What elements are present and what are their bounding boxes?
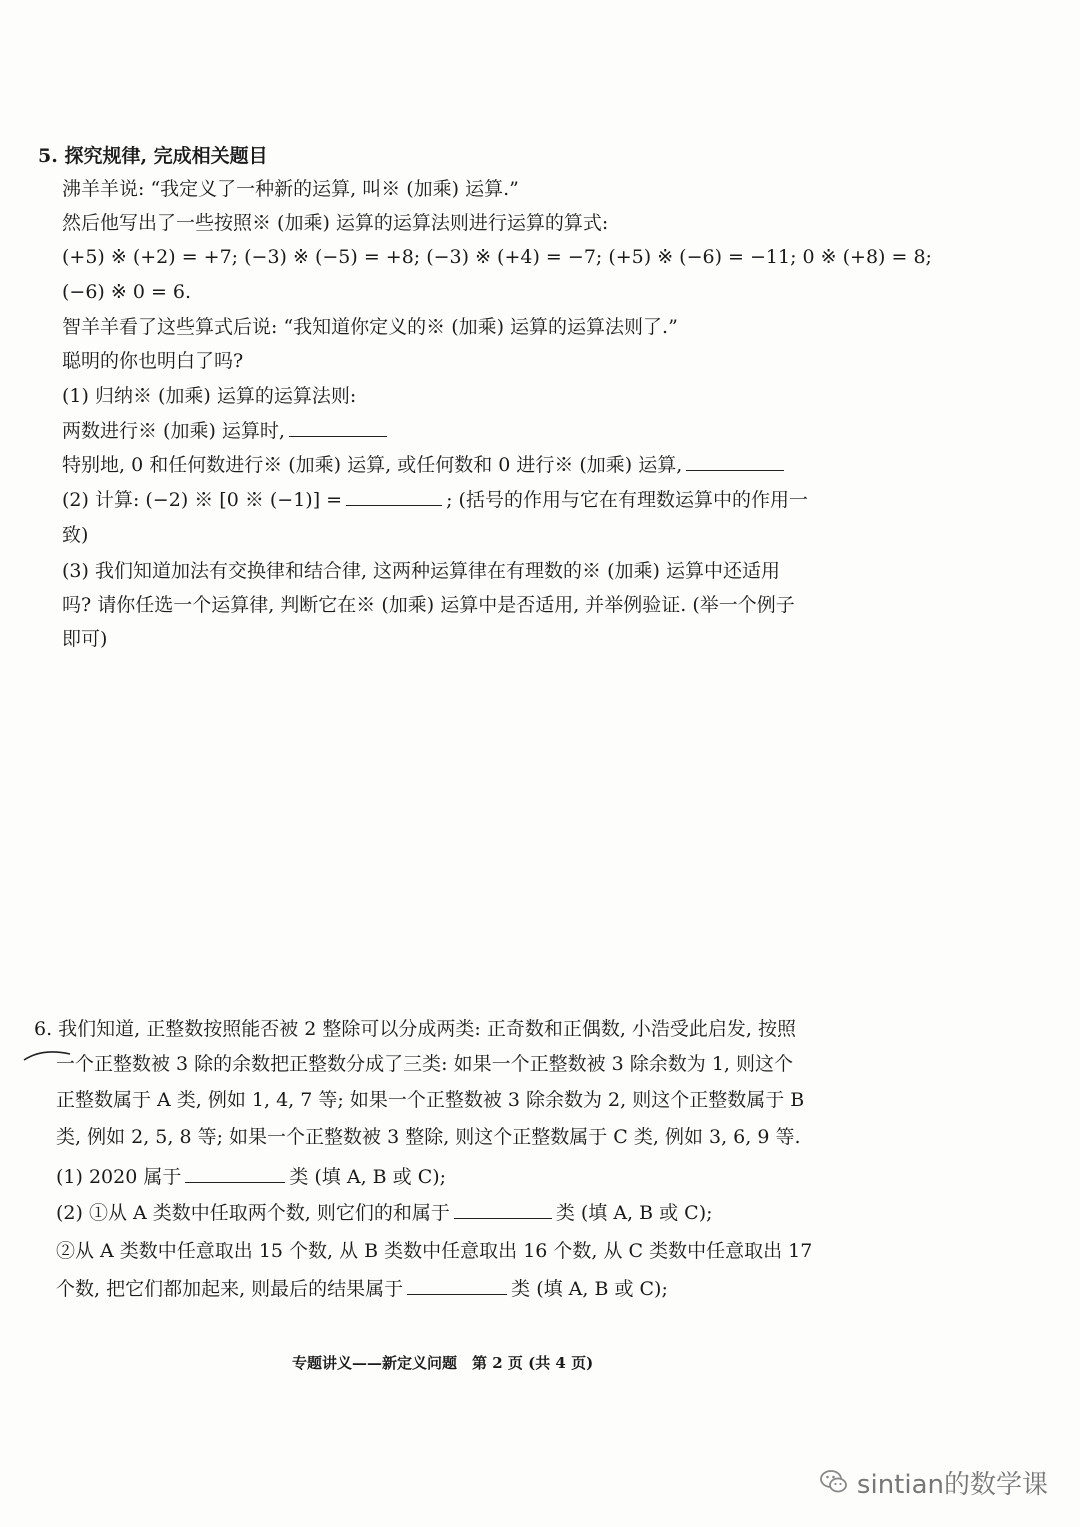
q6-part1-blank[interactable] <box>185 1164 285 1183</box>
q6-part3-blank[interactable] <box>407 1276 507 1295</box>
q6-part3-text-a: 个数, 把它们都加起来, 则最后的结果属于 <box>56 1278 404 1300</box>
q5-part1-text-b: 特别地, 0 和任何数进行※ (加乘) 运算, 或任何数和 0 进行※ (加乘) 运算, <box>62 454 683 476</box>
q5-part3-line-c: 即可) <box>62 628 108 650</box>
q6-part3-text-b: 类 (填 A, B 或 C); <box>511 1278 668 1300</box>
q5-part3-line-a: (3) 我们知道加法有交换律和结合律, 这两种运算律在有理数的※ (加乘) 运算中还适用 <box>62 560 780 582</box>
q6-line-3: 正整数属于 A 类, 例如 1, 4, 7 等; 如果一个正整数被 3 除余数为 2, 则这个正整数属于 B <box>56 1089 805 1111</box>
q5-intro-4: 聪明的你也明白了吗? <box>62 350 244 372</box>
q5-part2-text-a: (2) 计算: (−2) ※ [0 ※ (−1)] = <box>62 489 343 511</box>
q5-part2-blank[interactable] <box>346 487 442 506</box>
q5-intro-2: 然后他写出了一些按照※ (加乘) 运算的运算法则进行运算的算式: <box>62 212 609 234</box>
q6-part1-line <box>56 1164 446 1190</box>
q5-part2-text-b: ; (括号的作用与它在有理数运算中的作用一 <box>446 489 808 511</box>
q6-part2-text-b: 类 (填 A, B 或 C); <box>555 1202 713 1224</box>
watermark <box>819 1462 1048 1502</box>
q5-part2-line <box>62 487 808 513</box>
q5-intro-3: 智羊羊看了这些算式后说: “我知道你定义的※ (加乘) 运算的运算法则了.” <box>62 316 678 338</box>
q5-equations-2: (−6) ※ 0 = 6. <box>62 281 192 303</box>
page-footer: 专题讲义——新定义问题 第 2 页 (共 4 页) <box>292 1354 594 1372</box>
q6-part1-text-a: (1) 2020 属于 <box>56 1166 182 1188</box>
q5-part1-heading: (1) 归纳※ (加乘) 运算的运算法则: <box>62 385 357 407</box>
q6-part3-line-a: ②从 A 类数中任意取出 15 个数, 从 B 类数中任意取出 16 个数, 从 C 类数中任意取出 17 <box>56 1240 813 1262</box>
q5-part3-line-b: 吗? 请你任选一个运算律, 判断它在※ (加乘) 运算中是否适用, 并举例验证. (举一个例子 <box>62 594 795 616</box>
q6-line-1: 6. 我们知道, 正整数按照能否被 2 整除可以分成两类: 正奇数和正偶数, 小浩受此启发, 按照 <box>34 1018 797 1040</box>
q6-part1-text-b: 类 (填 A, B 或 C); <box>289 1166 447 1188</box>
q6-line-4: 类, 例如 2, 5, 8 等; 如果一个正整数被 3 整除, 则这个正整数属于 C 类, 例如 3, 6, 9 等. <box>56 1126 801 1148</box>
q5-title: 5. 探究规律, 完成相关题目 <box>38 145 268 167</box>
q6-part2-blank[interactable] <box>454 1200 552 1219</box>
q5-part1-blank-a[interactable] <box>289 418 387 437</box>
wechat-icon <box>819 1467 849 1497</box>
q5-part1-line-b <box>62 452 788 478</box>
q5-part2-line-c: 致) <box>62 524 89 546</box>
q5-part1-blank-b[interactable] <box>686 452 784 471</box>
q5-part1-text-a: 两数进行※ (加乘) 运算时, <box>62 420 285 442</box>
q6-line-2: 一个正整数被 3 除的余数把正整数分成了三类: 如果一个正整数被 3 除余数为 1, 则这个 <box>56 1053 793 1075</box>
q5-intro-1: 沸羊羊说: “我定义了一种新的运算, 叫※ (加乘) 运算.” <box>62 178 519 200</box>
q5-part1-line-a <box>62 418 391 444</box>
q6-part2-line <box>56 1200 713 1226</box>
q6-part2-text-a: (2) ①从 A 类数中任取两个数, 则它们的和属于 <box>56 1202 450 1224</box>
q6-part3-line-b <box>56 1276 668 1302</box>
q5-equations-1: (+5) ※ (+2) = +7; (−3) ※ (−5) = +8; (−3) ※ (+4) = −7; (+5) ※ (−6) = −11; 0 ※ (+8) = 8; <box>62 246 932 268</box>
watermark-text: sintian的数学课 <box>856 1469 1048 1500</box>
